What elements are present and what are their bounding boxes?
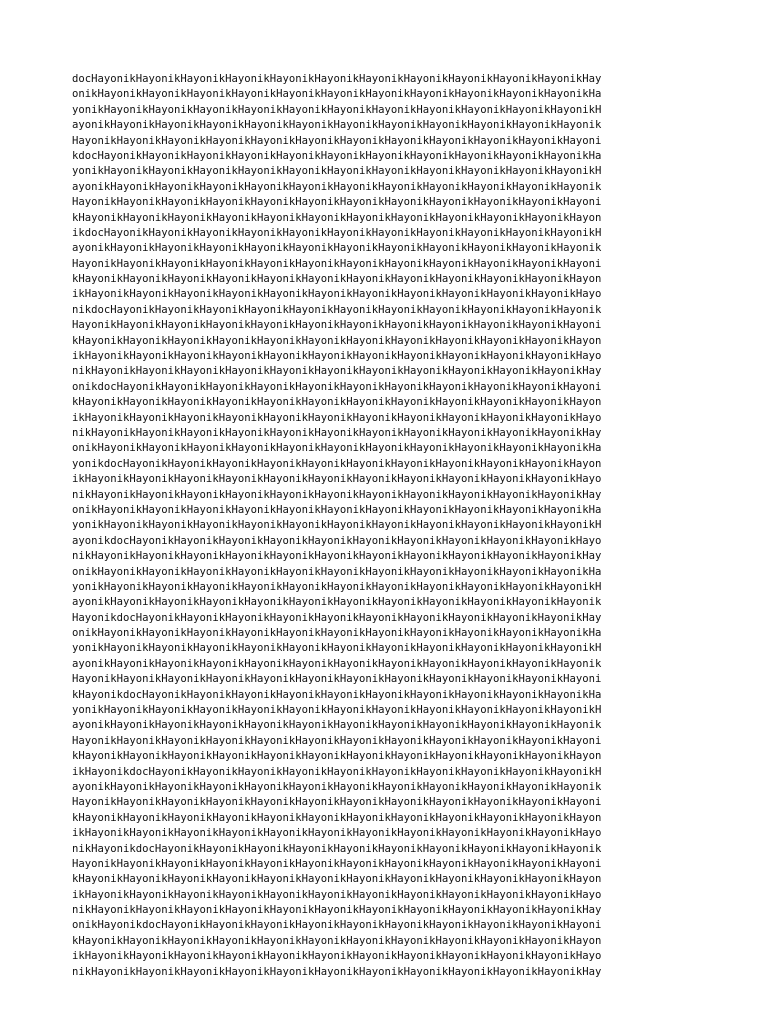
text-line: nikHayonikHayonikHayonikHayonikHayonikHayonikHayonikHayonikHayonikHayonikHayonikHay: [72, 365, 602, 378]
text-line: yonikHayonikHayonikHayonikHayonikHayonikHayonikHayonikHayonikHayonikHayonikHayonikH: [72, 642, 602, 655]
text-line: yonikHayonikHayonikHayonikHayonikHayonikHayonikHayonikHayonikHayonikHayonikHayonikH: [72, 165, 602, 178]
text-line: onikHayonikdocHayonikHayonikHayonikHayonikHayonikHayonikHayonikHayonikHayonikHayoni: [72, 919, 602, 932]
text-line: kHayonikHayonikHayonikHayonikHayonikHayonikHayonikHayonikHayonikHayonikHayonikHayon: [72, 811, 602, 824]
text-line: HayonikdocHayonikHayonikHayonikHayonikHayonikHayonikHayonikHayonikHayonikHayonikHay: [72, 611, 602, 624]
text-line: ikHayonikHayonikHayonikHayonikHayonikHayonikHayonikHayonikHayonikHayonikHayonikHayo: [72, 950, 602, 963]
text-line: yonikHayonikHayonikHayonikHayonikHayonikHayonikHayonikHayonikHayonikHayonikHayonikH: [72, 519, 602, 532]
text-line: kHayonikHayonikHayonikHayonikHayonikHayonikHayonikHayonikHayonikHayonikHayonikHayon: [72, 211, 602, 224]
text-line: onikHayonikHayonikHayonikHayonikHayonikHayonikHayonikHayonikHayonikHayonikHayonikHa: [72, 627, 602, 640]
text-line: ayonikHayonikHayonikHayonikHayonikHayonikHayonikHayonikHayonikHayonikHayonikHayonik: [72, 596, 602, 609]
text-line: HayonikHayonikHayonikHayonikHayonikHayonikHayonikHayonikHayonikHayonikHayonikHayoni: [72, 134, 602, 147]
text-line: ikHayonikHayonikHayonikHayonikHayonikHayonikHayonikHayonikHayonikHayonikHayonikHayo: [72, 411, 602, 424]
text-line: nikHayonikHayonikHayonikHayonikHayonikHayonikHayonikHayonikHayonikHayonikHayonikHay: [72, 904, 602, 917]
text-line: ayonikHayonikHayonikHayonikHayonikHayonikHayonikHayonikHayonikHayonikHayonikHayonik: [72, 719, 602, 732]
text-line: onikdocHayonikHayonikHayonikHayonikHayonikHayonikHayonikHayonikHayonikHayonikHayoni: [72, 380, 602, 393]
text-line: onikHayonikHayonikHayonikHayonikHayonikHayonikHayonikHayonikHayonikHayonikHayonikHa: [72, 503, 602, 516]
text-line: ayonikHayonikHayonikHayonikHayonikHayonikHayonikHayonikHayonikHayonikHayonikHayonik: [72, 180, 602, 193]
text-line: HayonikHayonikHayonikHayonikHayonikHayonikHayonikHayonikHayonikHayonikHayonikHayoni: [72, 319, 602, 332]
text-line: kHayonikHayonikHayonikHayonikHayonikHayonikHayonikHayonikHayonikHayonikHayonikHayon: [72, 750, 602, 763]
text-line: HayonikHayonikHayonikHayonikHayonikHayonikHayonikHayonikHayonikHayonikHayonikHayoni: [72, 196, 602, 209]
document-body-text: [72, 72, 702, 980]
text-line: kHayonikHayonikHayonikHayonikHayonikHayonikHayonikHayonikHayonikHayonikHayonikHayon: [72, 334, 602, 347]
text-line: kHayonikHayonikHayonikHayonikHayonikHayonikHayonikHayonikHayonikHayonikHayonikHayon: [72, 934, 602, 947]
text-line: HayonikHayonikHayonikHayonikHayonikHayonikHayonikHayonikHayonikHayonikHayonikHayoni: [72, 734, 602, 747]
text-line: HayonikHayonikHayonikHayonikHayonikHayonikHayonikHayonikHayonikHayonikHayonikHayoni: [72, 857, 602, 870]
text-line: HayonikHayonikHayonikHayonikHayonikHayonikHayonikHayonikHayonikHayonikHayonikHayoni: [72, 257, 602, 270]
text-line: ikHayonikdocHayonikHayonikHayonikHayonikHayonikHayonikHayonikHayonikHayonikHayonikH: [72, 765, 602, 778]
text-line: ayonikHayonikHayonikHayonikHayonikHayonikHayonikHayonikHayonikHayonikHayonikHayonik: [72, 780, 602, 793]
text-line: ikHayonikHayonikHayonikHayonikHayonikHayonikHayonikHayonikHayonikHayonikHayonikHayo: [72, 473, 602, 486]
text-line: yonikdocHayonikHayonikHayonikHayonikHayonikHayonikHayonikHayonikHayonikHayonikHayon: [72, 457, 602, 470]
text-line: nikHayonikdocHayonikHayonikHayonikHayonikHayonikHayonikHayonikHayonikHayonikHayonik: [72, 842, 602, 855]
text-line: yonikHayonikHayonikHayonikHayonikHayonikHayonikHayonikHayonikHayonikHayonikHayonikH: [72, 580, 602, 593]
text-line: yonikHayonikHayonikHayonikHayonikHayonikHayonikHayonikHayonikHayonikHayonikHayonikH: [72, 103, 602, 116]
text-line: nikdocHayonikHayonikHayonikHayonikHayonikHayonikHayonikHayonikHayonikHayonikHayonik: [72, 303, 602, 316]
text-line: docHayonikHayonikHayonikHayonikHayonikHayonikHayonikHayonikHayonikHayonikHayonikHay: [72, 73, 602, 85]
text-line: ayonikHayonikHayonikHayonikHayonikHayonikHayonikHayonikHayonikHayonikHayonikHayonik: [72, 657, 602, 670]
text-line: kdocHayonikHayonikHayonikHayonikHayonikHayonikHayonikHayonikHayonikHayonikHayonikHa: [72, 149, 602, 162]
text-line: kHayonikHayonikHayonikHayonikHayonikHayonikHayonikHayonikHayonikHayonikHayonikHayon: [72, 396, 602, 409]
text-line: HayonikHayonikHayonikHayonikHayonikHayonikHayonikHayonikHayonikHayonikHayonikHayoni: [72, 673, 602, 686]
text-line: nikHayonikHayonikHayonikHayonikHayonikHayonikHayonikHayonikHayonikHayonikHayonikHay: [72, 426, 602, 439]
text-line: kHayonikHayonikHayonikHayonikHayonikHayonikHayonikHayonikHayonikHayonikHayonikHayon: [72, 273, 602, 286]
text-line: onikHayonikHayonikHayonikHayonikHayonikHayonikHayonikHayonikHayonikHayonikHayonikHa: [72, 88, 602, 101]
text-line: HayonikHayonikHayonikHayonikHayonikHayonikHayonikHayonikHayonikHayonikHayonikHayoni: [72, 796, 602, 809]
text-line: nikHayonikHayonikHayonikHayonikHayonikHayonikHayonikHayonikHayonikHayonikHayonikHay: [72, 550, 602, 563]
text-line: nikHayonikHayonikHayonikHayonikHayonikHayonikHayonikHayonikHayonikHayonikHayonikHay: [72, 488, 602, 501]
text-line: nikHayonikHayonikHayonikHayonikHayonikHayonikHayonikHayonikHayonikHayonikHayonikHay: [72, 965, 602, 978]
text-line: ikHayonikHayonikHayonikHayonikHayonikHayonikHayonikHayonikHayonikHayonikHayonikHayo: [72, 288, 602, 301]
text-line: ikHayonikHayonikHayonikHayonikHayonikHayonikHayonikHayonikHayonikHayonikHayonikHayo: [72, 888, 602, 901]
text-line: ayonikHayonikHayonikHayonikHayonikHayonikHayonikHayonikHayonikHayonikHayonikHayonik: [72, 119, 602, 132]
text-line: kHayonikHayonikHayonikHayonikHayonikHayonikHayonikHayonikHayonikHayonikHayonikHayon: [72, 873, 602, 886]
text-line: ikHayonikHayonikHayonikHayonikHayonikHayonikHayonikHayonikHayonikHayonikHayonikHayo: [72, 827, 602, 840]
text-line: kHayonikdocHayonikHayonikHayonikHayonikHayonikHayonikHayonikHayonikHayonikHayonikHa: [72, 688, 602, 701]
text-line: ikHayonikHayonikHayonikHayonikHayonikHayonikHayonikHayonikHayonikHayonikHayonikHayo: [72, 350, 602, 363]
text-line: onikHayonikHayonikHayonikHayonikHayonikHayonikHayonikHayonikHayonikHayonikHayonikHa: [72, 565, 602, 578]
text-line: onikHayonikHayonikHayonikHayonikHayonikHayonikHayonikHayonikHayonikHayonikHayonikHa: [72, 442, 602, 455]
text-line: yonikHayonikHayonikHayonikHayonikHayonikHayonikHayonikHayonikHayonikHayonikHayonikH: [72, 704, 602, 717]
text-line: ikdocHayonikHayonikHayonikHayonikHayonikHayonikHayonikHayonikHayonikHayonikHayonikH: [72, 226, 602, 239]
text-line: ayonikdocHayonikHayonikHayonikHayonikHayonikHayonikHayonikHayonikHayonikHayonikHayo: [72, 534, 602, 547]
text-line: ayonikHayonikHayonikHayonikHayonikHayonikHayonikHayonikHayonikHayonikHayonikHayonik: [72, 242, 602, 255]
